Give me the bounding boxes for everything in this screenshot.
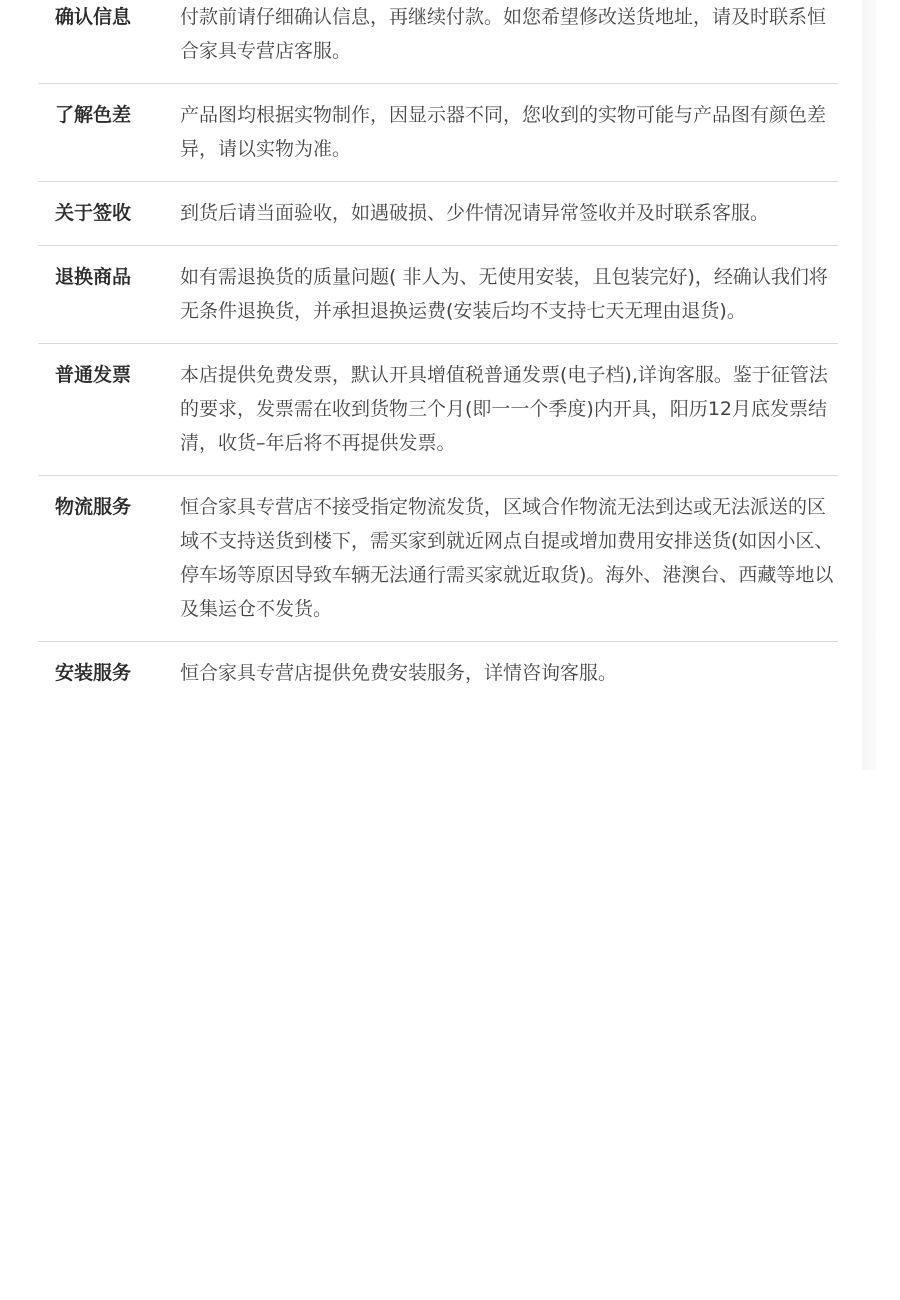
notice-row-returns (38, 246, 838, 344)
notice-text: 产品图均根据实物制作，因显示器不同，您收到的实物可能与产品图有颜色差异，请以实物为准。 (180, 104, 827, 160)
notice-list (38, 0, 838, 705)
notice-text: 到货后请当面验收，如遇破损、少件情况请异常签收并及时联系客服。 (180, 202, 770, 224)
notice-title: 安装服务 (55, 662, 132, 684)
notice-row-installation (38, 642, 838, 705)
notice-row-invoice (38, 344, 838, 476)
notice-row-confirm-info (38, 0, 838, 84)
notice-text: 如有需退换货的质量问题( 非人为、无使用安装，且包装完好)，经确认我们将无条件退换货，并承担退换运费(安装后均不支持七天无理由退货)。 (180, 266, 828, 322)
notice-title: 确认信息 (55, 6, 132, 28)
notice-text: 恒合家具专营店不接受指定物流发货，区域合作物流无法到达或无法派送的区域不支持送货到楼下，需买家到就近网点自提或增加费用安排送货(如因小区、停车场等原因导致车辆无法通行需买家就近取货)。海外、港澳台、西藏等地以及集运仓不发货。 (180, 496, 834, 620)
notice-row-color-difference (38, 84, 838, 182)
notice-row-sign-for-delivery (38, 182, 838, 246)
notice-text: 恒合家具专营店提供免费安装服务，详情咨询客服。 (180, 662, 618, 684)
notice-title: 了解色差 (55, 104, 132, 126)
notice-title: 关于签收 (55, 202, 132, 224)
notice-row-logistics (38, 476, 838, 642)
notice-title: 普通发票 (55, 364, 132, 386)
notice-text: 本店提供免费发票，默认开具增值税普通发票(电子档),详询客服。鉴于征管法的要求，发票需在收到货物三个月(即一一个季度)内开具，阳历12月底发票结清，收货–年后将不再提供发票。 (180, 364, 828, 454)
notice-title: 退换商品 (55, 266, 132, 288)
notice-text: 付款前请仔细确认信息，再继续付款。如您希望修改送货地址，请及时联系恒合家具专营店客服。 (180, 6, 827, 62)
notice-title: 物流服务 (55, 496, 132, 518)
panel-right-edge (862, 0, 876, 770)
